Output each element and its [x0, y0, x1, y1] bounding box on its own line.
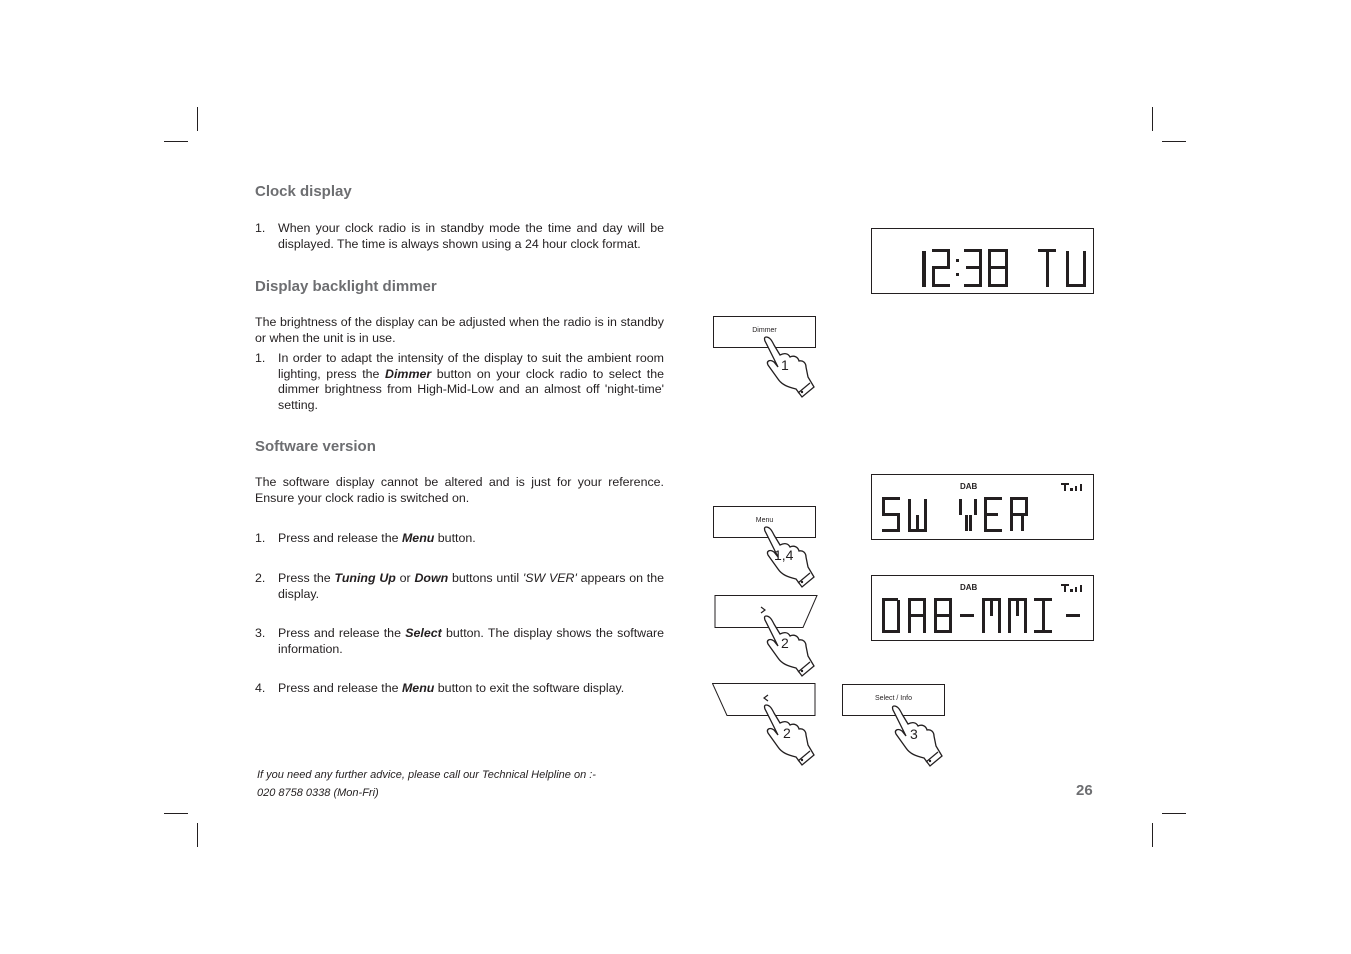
step-indicator: 2	[781, 635, 789, 651]
step-indicator: 1,4	[774, 547, 794, 563]
pointing-hand-icon	[886, 704, 950, 768]
step-number: 1.	[255, 531, 266, 545]
crop-mark	[1162, 141, 1186, 142]
step-indicator: 3	[910, 726, 918, 742]
step-text: Press and release the Select button. The display shows the software information.	[278, 626, 664, 656]
menu-button-label: Menu	[755, 517, 774, 524]
software-step-2	[255, 571, 664, 602]
clock-display-heading: Clock display	[255, 183, 352, 200]
software-step-4	[255, 681, 664, 697]
lcd-swver-graphic	[872, 475, 1093, 539]
step-text: Press the Tuning Up or Down buttons until 'SW VER' appears on the display.	[278, 571, 664, 601]
dimmer-heading: Display backlight dimmer	[255, 278, 437, 295]
step-number: 1.	[255, 221, 266, 235]
dimmer-intro: The brightness of the display can be adjusted when the radio is in standby or when the unit is in use.	[255, 315, 664, 345]
crop-mark	[197, 107, 198, 131]
software-heading: Software version	[255, 438, 376, 455]
pointing-hand-icon	[758, 614, 822, 678]
pointing-hand-icon	[758, 525, 822, 589]
lcd-clock-display	[871, 228, 1094, 294]
software-step-3	[255, 626, 664, 657]
step-number: 2.	[255, 571, 266, 585]
page-number: 26	[1076, 782, 1093, 799]
step-text: Press and release the Menu button to exit the software display.	[278, 681, 625, 695]
lcd-swver-display	[871, 474, 1094, 540]
step-text: When your clock radio is in standby mode the time and day will be displayed. The time is always shown using a 24 hour clock format.	[278, 221, 664, 251]
crop-mark	[1152, 823, 1153, 847]
crop-mark	[197, 823, 198, 847]
lcd-dabmmi-display	[871, 575, 1094, 641]
crop-mark	[164, 141, 188, 142]
select-button-label: Select / Info	[875, 695, 912, 702]
helpline-number: 020 8758 0338 (Mon-Fri)	[257, 787, 379, 799]
step-indicator: 2	[783, 725, 791, 741]
step-number: 4.	[255, 681, 266, 695]
software-intro: The software display cannot be altered and is just for your reference. Ensure your clock radio is switched on.	[255, 475, 664, 505]
clock-step-1	[255, 221, 664, 252]
step-number: 1.	[255, 351, 266, 365]
step-indicator: 1	[781, 357, 789, 373]
pointing-hand-icon	[758, 703, 822, 767]
lcd-clock-graphic	[872, 229, 1093, 293]
dimmer-step-1	[255, 351, 664, 413]
pointing-hand-icon	[758, 335, 822, 399]
dab-label: DAB	[960, 583, 978, 592]
crop-mark	[164, 813, 188, 814]
crop-mark	[1162, 813, 1186, 814]
dab-label: DAB	[960, 482, 978, 491]
helpline-text: If you need any further advice, please call our Technical Helpline on :-	[257, 769, 596, 781]
lcd-dabmmi-graphic	[872, 576, 1093, 640]
dimmer-button-label: Dimmer	[752, 327, 777, 334]
software-step-1	[255, 531, 664, 547]
crop-mark	[1152, 107, 1153, 131]
step-text: In order to adapt the intensity of the display to suit the ambient room lighting, press the Dimmer button on your clock radio to select the dimmer brightness from High-Mid-Low and an almost off 'night-time' setting.	[278, 351, 664, 412]
step-number: 3.	[255, 626, 266, 640]
step-text: Press and release the Menu button.	[278, 531, 476, 545]
